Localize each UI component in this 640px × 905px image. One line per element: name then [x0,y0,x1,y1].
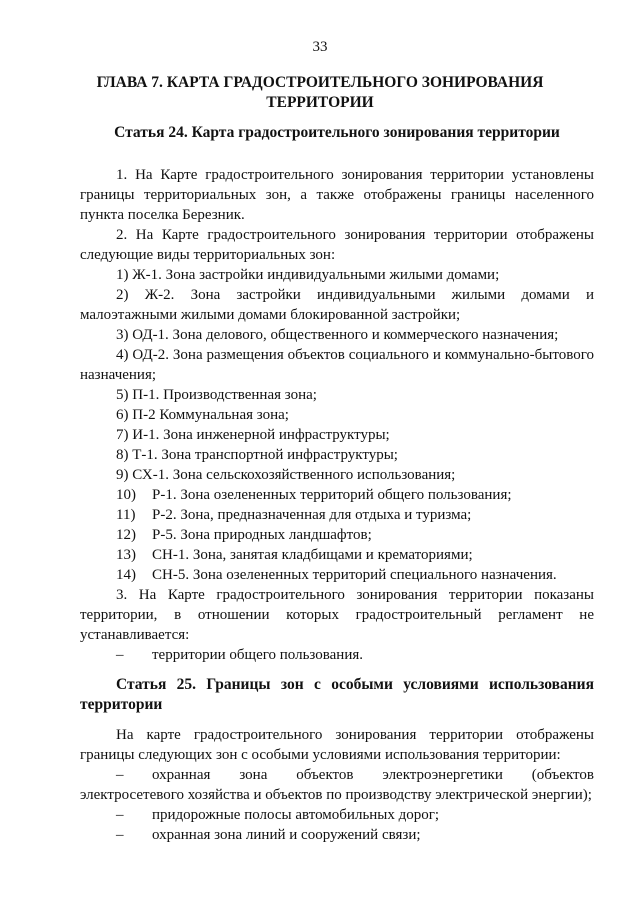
article-25-paragraph-1: На карте градостроительного зонирования территории отображены границы следующих зон с особыми условиями использования территории: [80,727,594,763]
zone-item: 1) Ж-1. Зона застройки индивидуальными жилыми домами; [116,267,500,283]
zone-number: 11) [116,507,136,523]
article-25-heading: Статья 25. Границы зон с особыми условиями использования территории [80,676,594,713]
zone-item: Р-5. Зона природных ландшафтов; [152,527,372,543]
zone-item: 6) П-2 Коммунальная зона; [116,407,289,423]
dash-bullet: – [116,827,124,843]
zone-item: 5) П-1. Производственная зона; [116,387,317,403]
article-24-paragraph-1: 1. На Карте градостроительного зонирования территории установлены границы территориальных зон, а также отображены границы населенного пункта поселка Березник. [80,167,594,223]
zone-number: 13) [116,547,136,563]
zone-item: 8) Т-1. Зона транспортной инфраструктуры; [116,447,398,463]
list-item: охранная зона линий и сооружений связи; [152,827,421,843]
list-item: придорожные полосы автомобильных дорог; [152,807,440,823]
zone-item: Р-1. Зона озелененных территорий общего пользования; [152,487,512,503]
dash-bullet: – [116,647,124,663]
zone-item: СН-5. Зона озелененных территорий специального назначения. [152,567,557,583]
list-item: охранная зона объектов электроэнергетики (объектов электросетевого хозяйства и объектов по производству электрической энергии); [80,767,594,803]
article-24-paragraph-2: 2. На Карте градостроительного зонирования территории отображены следующие виды территориальных зон: [80,227,594,263]
page-number: 33 [312,39,328,55]
zone-item: 7) И-1. Зона инженерной инфраструктуры; [116,427,390,443]
dash-bullet: – [116,807,124,823]
article-24-paragraph-3: 3. На Карте градостроительного зонирования территории показаны территории, в отношении которых градостроительный регламент не устанавливается: [80,587,594,643]
zone-number: 14) [116,567,136,583]
zone-item: 3) ОД-1. Зона делового, общественного и коммерческого назначения; [116,327,559,343]
chapter-title: ГЛАВА 7. КАРТА ГРАДОСТРОИТЕЛЬНОГО ЗОНИРОВАНИЯ ТЕРРИТОРИИ [96,74,544,111]
dash-bullet: – [116,767,124,783]
zone-item: 2) Ж-2. Зона застройки индивидуальными жилыми домами и малоэтажными жилыми домами блокированной застройки; [80,287,594,323]
zone-item: СН-1. Зона, занятая кладбищами и крематориями; [152,547,473,563]
zone-number: 10) [116,487,136,503]
zone-item: Р-2. Зона, предназначенная для отдыха и туризма; [152,507,472,523]
zone-item: 9) СХ-1. Зона сельскохозяйственного использования; [116,467,456,483]
zone-item: 4) ОД-2. Зона размещения объектов социального и коммунально-бытового назначения; [80,347,594,383]
zone-number: 12) [116,527,136,543]
article-24-heading: Статья 24. Карта градостроительного зонирования территории [114,124,560,141]
list-item: территории общего пользования. [152,647,364,663]
